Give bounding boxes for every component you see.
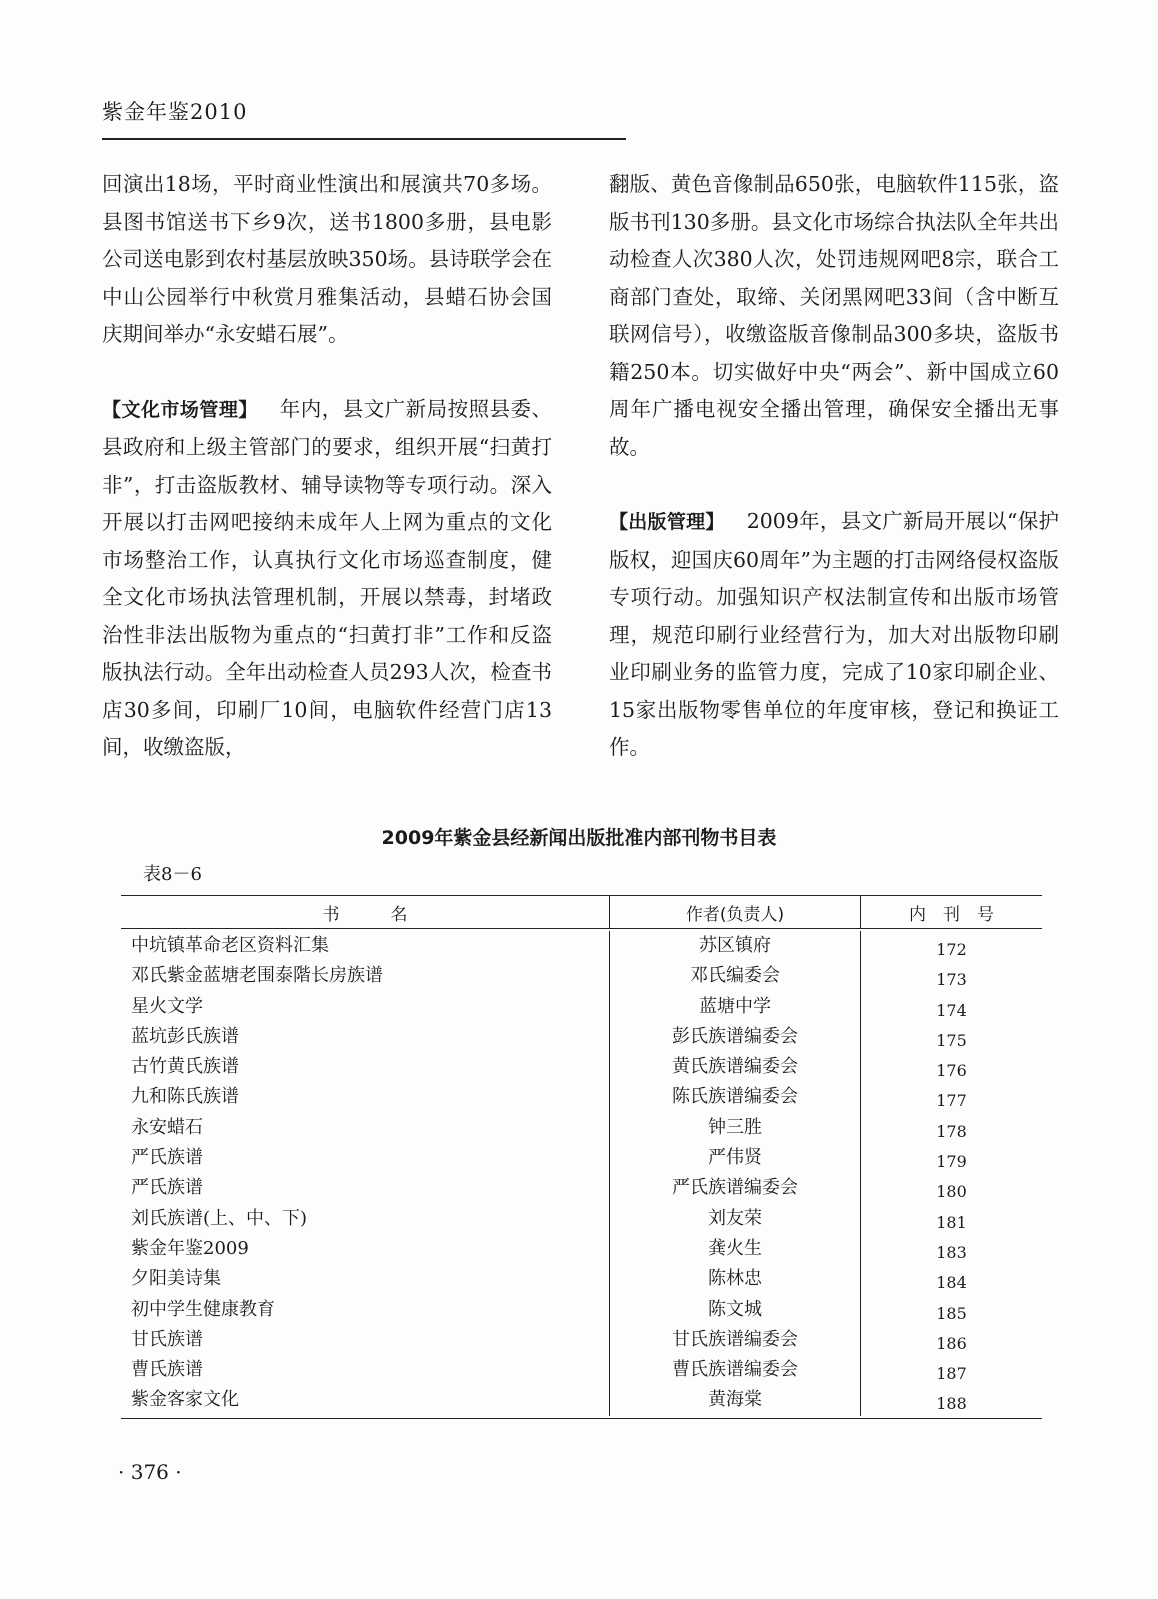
header-author: 作者(负责人) [609,896,861,928]
author-cell: 陈文城 [708,1298,762,1320]
book-name-cell: 永安蜡石 [131,1116,203,1138]
section-publishing [609,503,1059,767]
serial-number-cell: 184 [936,1273,967,1293]
author-cell: 钟三胜 [708,1116,762,1138]
book-name-cell: 严氏族谱 [131,1177,203,1199]
header-serial: 内 刊 号 [909,904,994,925]
serial-number-cell: 173 [936,970,967,990]
author-cell: 苏区镇府 [699,935,771,956]
book-name-cell: 紫金年鉴2009 [131,1237,249,1259]
left-column [102,166,552,767]
section-text-culture-market: 年内，县文广新局按照县委、县政府和上级主管部门的要求，组织开展“扫黄打非”，打击盗版教材、辅导读物等专项行动。深入开展以打击网吧接纳未成年人上网为重点的文化市场整治工作，认真执行文化市场巡查制度，健全文化市场执法管理机制，开展以禁毒，封堵政治性非法出版物为重点的“扫黄打非”工作和反盗版执法行动。全年出动检查人员293人次，检查书店30多间，印刷厂10间，电脑软件经营门店13间，收缴盗版， [102,396,552,759]
serial-number-cell: 175 [936,1030,967,1050]
author-cell: 严氏族谱编委会 [672,1177,798,1199]
serial-number-cell: 179 [936,1152,967,1172]
section-title-culture-market: 【文化市场管理】 [102,398,258,421]
table-body [121,929,1042,1418]
column-book-name [121,931,609,1416]
column-serial [861,931,1042,1416]
serial-number-cell: 188 [936,1394,967,1414]
table-label: 表8－6 [143,864,202,885]
serial-number-cell: 180 [936,1182,967,1202]
book-name-cell: 严氏族谱 [131,1147,203,1169]
header-book-name: 书 名 [322,904,408,925]
serial-number-cell: 186 [936,1333,967,1353]
author-cell: 黄氏族谱编委会 [672,1056,798,1078]
book-name-cell: 初中学生健康教育 [131,1298,275,1320]
author-cell: 黄海棠 [708,1389,762,1411]
serial-number-cell: 185 [936,1303,967,1323]
serial-number-cell: 181 [936,1212,967,1232]
section-text-publishing: 2009年，县文广新局开展以“保护版权，迎国庆60周年”为主题的打击网络侵权盗版专项行动。加强知识产权法制宣传和出版市场管理，规范印刷行业经营行为，加大对出版物印刷业印刷业务的监管力度，完成了10家印刷企业、15家出版物零售单位的年度审核，登记和换证工作。 [609,509,1059,759]
author-cell: 龚火生 [708,1237,762,1259]
publication-table [121,895,1042,1419]
right-column [609,166,1059,767]
author-cell: 陈氏族谱编委会 [672,1086,798,1108]
author-cell: 陈林忠 [708,1268,762,1290]
table-title: 2009年紫金县经新闻出版批准内部刊物书目表 [381,827,777,849]
header-rule [102,138,626,140]
book-name-cell: 夕阳美诗集 [131,1268,221,1290]
serial-number-cell: 187 [936,1364,967,1384]
book-name-cell: 中坑镇革命老区资料汇集 [131,935,329,956]
author-cell: 邓氏编委会 [690,965,780,987]
author-cell: 刘友荣 [708,1207,762,1229]
book-name-cell: 九和陈氏族谱 [131,1086,239,1108]
book-name-cell: 紫金客家文化 [131,1389,239,1411]
book-name-cell: 古竹黄氏族谱 [131,1056,239,1078]
serial-number-cell: 178 [936,1121,967,1141]
serial-number-cell: 174 [936,1000,967,1020]
serial-number-cell: 177 [936,1091,967,1111]
serial-number-cell: 172 [936,940,967,959]
section-title-publishing: 【出版管理】 [609,511,725,533]
book-name-cell: 星火文学 [131,995,203,1017]
book-name-cell: 邓氏紫金蓝塘老围泰階长房族谱 [131,965,383,987]
column-author [609,931,861,1416]
book-name-cell: 曹氏族谱 [131,1359,203,1381]
author-cell: 甘氏族谱编委会 [672,1328,798,1350]
table-header-row [121,896,1042,929]
serial-number-cell: 176 [936,1061,967,1081]
right-paragraph-1: 翻版、黄色音像制品650张，电脑软件115张，盗版书刊130多册。县文化市场综合执法队全年共出动检查人次380人次，处罚违规网吧8宗，联合工商部门查处，取缔、关闭黑网吧33间（含中断互联网信号），收缴盗版音像制品300多块，盗版书籍250本。切实做好中央“两会”、新中国成立60周年广播电视安全播出管理，确保安全播出无事故。 [609,172,1059,459]
book-name-cell: 蓝坑彭氏族谱 [131,1025,239,1047]
running-head: 紫金年鉴2010 [102,100,248,124]
author-cell: 严伟贤 [708,1147,762,1169]
book-name-cell: 甘氏族谱 [131,1328,203,1350]
author-cell: 蓝塘中学 [699,995,771,1017]
serial-number-cell: 183 [936,1242,967,1262]
book-name-cell: 刘氏族谱(上、中、下) [131,1207,308,1229]
author-cell: 曹氏族谱编委会 [672,1359,798,1381]
page-number: · 376 · [118,1460,182,1484]
section-culture-market [102,391,552,767]
left-paragraph-1: 回演出18场，平时商业性演出和展演共70多场。县图书馆送书下乡9次，送书1800多册，县电影公司送电影到农村基层放映350场。县诗联学会在中山公园举行中秋赏月雅集活动，县蜡石协会国庆期间举办“永安蜡石展”。 [102,172,552,346]
author-cell: 彭氏族谱编委会 [672,1025,798,1047]
